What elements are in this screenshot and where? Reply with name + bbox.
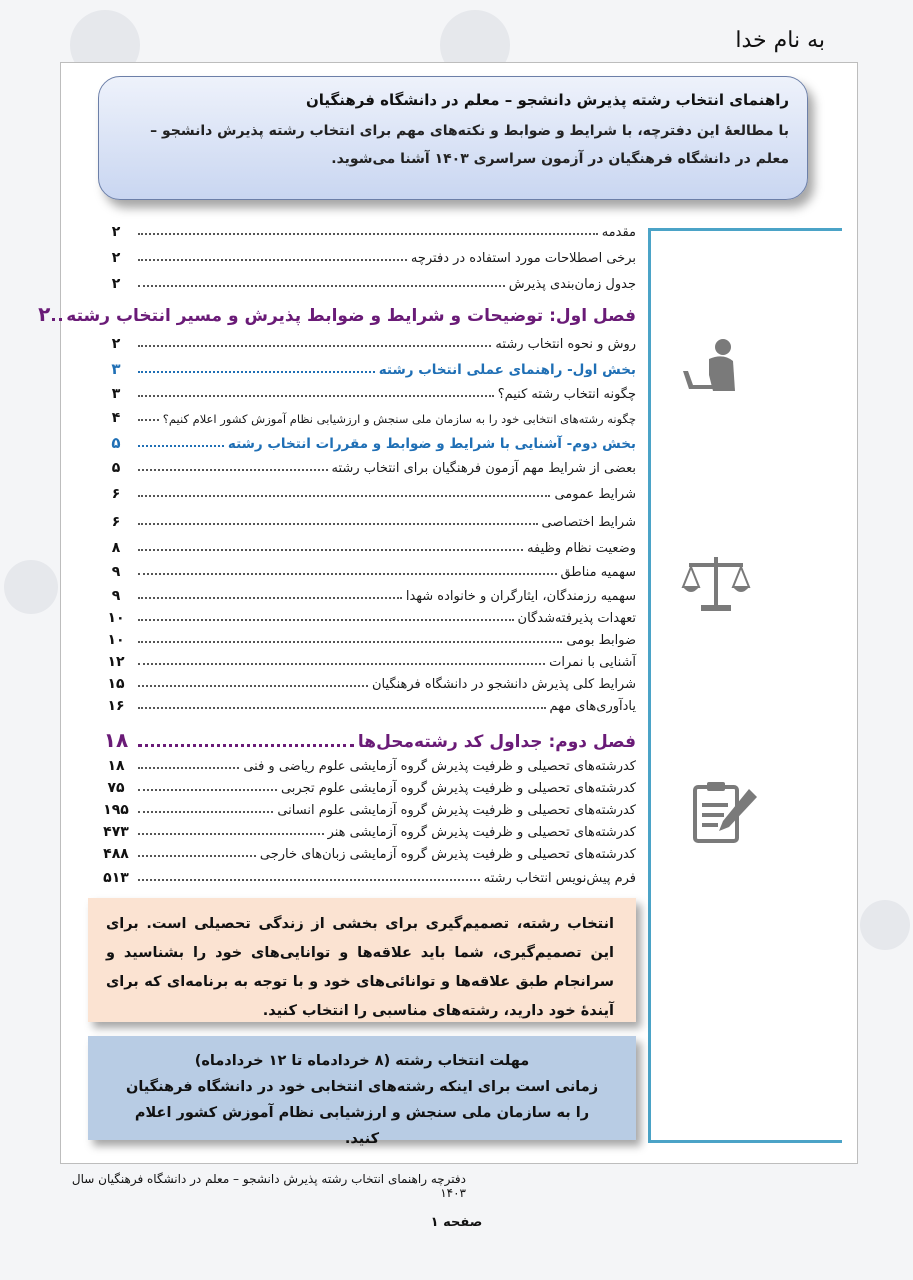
toc-dot-leader [138,744,354,747]
toc-item-title: شرایط عمومی [554,487,636,502]
toc-item-page: ۴۸۸ [103,846,129,862]
scales-icon [681,551,751,619]
toc-row [96,774,636,796]
toc-item-page: ۸ [111,540,121,556]
toc-row [96,582,636,604]
toc-dot-leader [138,259,407,261]
toc-chapter-page: ۲ [38,302,51,326]
toc-item-page: ۵۱۳ [103,870,129,886]
toc-row [96,840,636,862]
toc-item-title: سهمیه رزمندگان، ایثارگران و خانواده شهدا [405,589,636,604]
toc-row [96,404,636,426]
toc-dot-leader [138,469,328,471]
toc-item-page: ۷۵ [107,780,125,796]
deadline-text: زمانی است برای اینکه رشته‌های انتخابی خود در دانشگاه فرهنگیان را به سازمان ملی سنجش و ارزشیابی نظام آموزش کشور اعلام کنید. [125,1079,599,1147]
toc-item-title: کدرشته‌های تحصیلی و ظرفیت پذیرش گروه آزمایشی زبان‌های خارجی [259,847,636,862]
toc-item-title: آشنایی با نمرات [549,655,636,670]
toc-item-title: بعضی از شرایط مهم آزمون فرهنگیان برای انتخاب رشته [331,461,636,476]
toc-item-title: مقدمه [601,225,636,240]
toc-row [96,218,636,240]
toc-dot-leader [138,833,324,835]
toc-item-title: چگونه انتخاب رشته کنیم؟ [497,387,636,402]
toc-item-title: کدرشته‌های تحصیلی و ظرفیت پذیرش گروه آزمایشی هنر [327,825,636,840]
toc-dot-leader [138,641,562,643]
toc-row [96,752,636,774]
toc-row [96,380,636,402]
footer-text: دفترچه راهنمای انتخاب رشته پذیرش دانشجو – معلم در دانشگاه فرهنگیان سال ۱۴۰۳ [71,1172,466,1200]
toc-item-title: روش و نحوه انتخاب رشته [495,337,636,352]
toc-item-title: ضوابط بومی [566,633,636,648]
side-panel [648,228,842,1140]
deadline-title: مهلت انتخاب رشته (۸ خردادماه تا ۱۲ خردادماه) [194,1053,530,1069]
side-panel-bottom-line [648,1140,842,1143]
toc-dot-leader [138,395,494,397]
toc-item-title: فرم پیش‌نویس انتخاب رشته [483,871,636,886]
page-header-title: به نام خدا [735,28,825,53]
toc-item-page: ۱۶ [107,698,125,714]
toc-dot-leader [138,767,239,769]
toc-item-title: کدرشته‌های تحصیلی و ظرفیت پذیرش گروه آزمایشی علوم تجربی [280,781,636,796]
toc-section-title: بخش دوم- آشنایی با شرایط و ضوابط و مقررات انتخاب رشته [227,436,636,452]
toc-item-page: ۳ [111,386,121,402]
toc-row [96,626,636,648]
advice-box: انتخاب رشته، تصمیم‌گیری برای بخشی از زندگی تحصیلی است. برای این تصمیم‌گیری، شما باید علاقه‌ها و توانایی‌های خود را بشناسید و سرانجام طبق علاقه‌ها و توانائی‌های خود و با توجه به برنامه‌ای که برای آیندۀ خود دارید، رشته‌های مناسبی را انتخاب کنید. [88,898,636,1022]
toc-dot-leader [138,233,598,235]
toc-dot-leader [138,811,273,813]
intro-description: با مطالعۀ این دفترچه، با شرایط و ضوابط و نکته‌های مهم برای انتخاب رشته پذیرش دانشجو – معلم در دانشگاه فرهنگیان در آزمون سراسری ۱۴۰۳ آشنا می‌شوید. [150,123,789,167]
toc-item-title: جدول زمان‌بندی پذیرش [508,277,636,292]
toc-row [96,508,636,530]
toc-dot-leader [138,495,550,497]
toc-dot-leader [138,445,224,447]
intro-box [98,76,808,200]
toc-dot-leader [138,371,375,373]
toc-dot-leader [52,318,62,321]
toc-row [96,330,636,352]
toc-item-page: ۴ [111,410,121,426]
document-edit-icon [691,779,761,849]
toc-dot-leader [138,685,368,687]
toc-row [96,604,636,626]
toc-dot-leader [138,855,256,857]
toc-item-page: ۱۵ [107,676,125,692]
toc-item-page: ۱۰ [107,610,125,626]
toc-row [96,270,636,292]
toc-item-page: ۲ [111,250,121,266]
toc-dot-leader [138,345,491,347]
toc-dot-leader [138,619,514,621]
toc-section-row [96,356,636,378]
toc-dot-leader [138,573,557,575]
toc-section-page: ۳ [111,360,121,378]
toc-item-page: ۶ [111,514,121,530]
toc-item-page: ۱۰ [107,632,125,648]
toc-item-page: ۲ [111,224,121,240]
toc-item-title: شرایط کلی پذیرش دانشجو در دانشگاه فرهنگیان [372,677,636,692]
toc-dot-leader [138,663,545,665]
toc-dot-leader [138,523,538,525]
toc-item-title: کدرشته‌های تحصیلی و ظرفیت پذیرش گروه آزمایشی علوم ریاضی و فنی [243,759,636,774]
toc-item-page: ۹ [111,564,121,580]
toc-item-page: ۱۸ [107,758,125,774]
toc-item-page: ۶ [111,486,121,502]
intro-title: راهنمای انتخاب رشته پذیرش دانشجو – معلم در دانشگاه فرهنگیان [305,91,789,109]
toc-section-row [96,430,636,452]
toc-row [96,244,636,266]
toc-row [96,480,636,502]
toc-item-page: ۱۹۵ [103,802,129,818]
toc-dot-leader [138,879,480,881]
toc-section-page: ۵ [111,434,121,452]
toc-row [96,534,636,556]
toc-dot-leader [138,707,546,709]
toc-item-title: چگونه رشته‌های انتخابی خود را به سازمان ملی سنجش و ارزشیابی نظام آموزش کشور اعلام کنیم؟ [162,412,636,426]
toc-row [96,648,636,670]
background-decoration [860,900,910,950]
toc-item-page: ۵ [111,460,121,476]
deadline-box [88,1036,636,1147]
toc-row [96,558,636,580]
toc-dot-leader [138,549,523,551]
toc-item-page: ۴۷۳ [103,824,129,840]
toc-row [96,796,636,818]
toc-chapter-title: فصل اول: توضیحات و شرایط و ضوابط پذیرش و مسیر انتخاب رشته [66,306,636,326]
toc-row [96,692,636,714]
toc-dot-leader [138,597,402,599]
toc-item-page: ۲ [111,276,121,292]
toc-row [96,670,636,692]
toc-dot-leader [138,419,159,421]
toc-item-title: کدرشته‌های تحصیلی و ظرفیت پذیرش گروه آزمایشی علوم انسانی [277,803,636,818]
toc-item-page: ۲ [111,336,121,352]
toc-item-title: وضعیت نظام وظیفه [527,541,636,556]
toc-item-title: برخی اصطلاحات مورد استفاده در دفترچه [410,251,636,266]
toc-section-title: بخش اول- راهنمای عملی انتخاب رشته [378,362,636,378]
background-decoration [4,560,58,614]
page-number: صفحه ۱ [430,1215,483,1230]
toc-chapter-title: فصل دوم: جداول کد رشته‌محل‌ها [357,732,636,752]
toc-item-page: ۱۲ [107,654,125,670]
toc-chapter-row [38,298,636,326]
toc-item-title: سهمیه مناطق [560,565,636,580]
toc-item-title: شرایط اختصاصی [541,515,636,530]
toc-row [96,818,636,840]
toc-row [96,864,636,886]
toc-dot-leader [138,285,505,287]
toc-dot-leader [138,789,277,791]
toc-chapter-page: ۱۸ [103,728,129,752]
person-laptop-icon [679,335,743,399]
toc-item-title: تعهدات پذیرفته‌شدگان [517,611,636,626]
toc-item-title: یادآوری‌های مهم [549,699,636,714]
toc-row [96,454,636,476]
toc-item-page: ۹ [111,588,121,604]
toc-chapter-row [96,722,636,752]
